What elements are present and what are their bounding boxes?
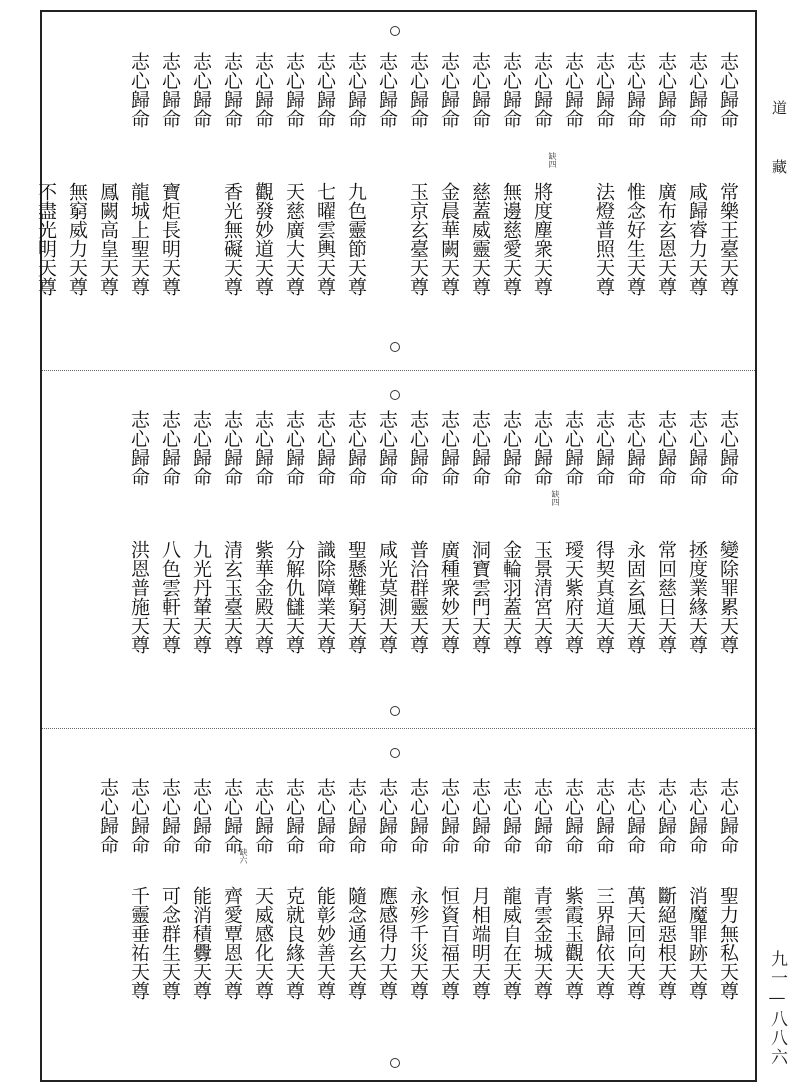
invocation-column: 志心歸命 (531, 778, 553, 854)
circle-mark (390, 26, 400, 36)
deity-title-column (557, 182, 588, 296)
deity-title-column: 金輪羽蓋天尊 (500, 540, 522, 654)
invocation-column: 志心歸命 (252, 410, 274, 486)
title-row (123, 886, 743, 1000)
deity-title-column: 觀發妙道天尊 (252, 182, 274, 296)
invocation-column: 志心歸命 (221, 410, 243, 486)
deity-title-column: 青雲金城天尊 (531, 886, 553, 1000)
invocation-column: 志心歸命 (717, 778, 739, 854)
invocation-column: 志心歸命 (221, 778, 243, 854)
invocation-column: 志心歸命 (376, 778, 398, 854)
invocation-column: 志心歸命 (686, 410, 708, 486)
invocation-column: 志心歸命 (407, 52, 429, 128)
invocation-column: 志心歸命 (500, 410, 522, 486)
invocation-column: 志心歸命 (686, 52, 708, 128)
deity-title-column: 不盡光明天尊 (35, 182, 57, 296)
deity-title-column: 聖懸難窮天尊 (345, 540, 367, 654)
deity-title-column: 克就良緣天尊 (283, 886, 305, 1000)
invocation-column: 志心歸命 (345, 52, 367, 128)
invocation-column: 志心歸命 (283, 410, 305, 486)
collection-label: 道藏 (770, 100, 788, 218)
invocation-column: 志心歸命 (562, 410, 584, 486)
invocation-column: 志心歸命 (438, 52, 460, 128)
deity-title-column: 無邊慈愛天尊 (500, 182, 522, 296)
invocation-column: 志心歸命 (562, 52, 584, 128)
invocation-column: 志心歸命 (655, 778, 677, 854)
invocation-column: 志心歸命 (283, 778, 305, 854)
invocation-column: 志心歸命 (159, 778, 181, 854)
invocation-column: 志心歸命 (500, 778, 522, 854)
deity-title-column: 璦天紫府天尊 (562, 540, 584, 654)
deity-title-column: 法燈普照天尊 (593, 182, 615, 296)
invocation-column: 志心歸命 (593, 778, 615, 854)
deity-title-column: 應感得力天尊 (376, 886, 398, 1000)
deity-title-column: 恒資百福天尊 (438, 886, 460, 1000)
deity-title-column: 八色雲軒天尊 (159, 540, 181, 654)
invocation-column: 志心歸命 (593, 410, 615, 486)
deity-title-column: 能彰妙善天尊 (314, 886, 336, 1000)
deity-title-column: 慈蓋威靈天尊 (469, 182, 491, 296)
circle-mark (390, 342, 400, 352)
text-panel-3 (42, 728, 755, 1082)
deity-title-column: 天慈廣大天尊 (283, 182, 305, 296)
deity-title-column: 齊愛覃恩天尊 (221, 886, 243, 1000)
text-panel-1 (35, 12, 755, 370)
deity-title-column: 咸光莫測天尊 (376, 540, 398, 654)
invocation-column: 志心歸命 (593, 52, 615, 128)
deity-title-column: 廣布玄恩天尊 (655, 182, 677, 296)
deity-title-column: 永殄千災天尊 (407, 886, 429, 1000)
invocation-column: 志心歸命 (283, 52, 305, 128)
deity-title-column: 萬天回向天尊 (624, 886, 646, 1000)
deity-title-column: 龍威自在天尊 (500, 886, 522, 1000)
deity-title-column: 識除障業天尊 (314, 540, 336, 654)
invocation-column: 志心歸命 (345, 410, 367, 486)
text-panel-2 (42, 370, 755, 728)
invocation-column: 志心歸命 (717, 410, 739, 486)
deity-title-column: 變除罪累天尊 (717, 540, 739, 654)
deity-title-column: 咸歸睿力天尊 (686, 182, 708, 296)
invocation-column: 志心歸命 (407, 778, 429, 854)
invocation-column: 志心歸命 (159, 52, 181, 128)
circle-mark (390, 390, 400, 400)
deity-title-column: 九色靈節天尊 (345, 182, 367, 296)
invocation-column: 志心歸命 (128, 778, 150, 854)
collation-marker: 缺四 (551, 490, 560, 506)
invocation-column: 志心歸命 (128, 410, 150, 486)
invocation-column: 志心歸命 (314, 52, 336, 128)
deity-title-column: 紫華金殿天尊 (252, 540, 274, 654)
deity-title-column: 九光丹輦天尊 (190, 540, 212, 654)
deity-title-column: 常樂王臺天尊 (717, 182, 739, 296)
deity-title-column: 天威感化天尊 (252, 886, 274, 1000)
deity-title-column: 洞寶雲門天尊 (469, 540, 491, 654)
deity-title-column: 金晨華闕天尊 (438, 182, 460, 296)
invocation-column: 志心歸命 (190, 778, 212, 854)
invocation-column: 志心歸命 (159, 410, 181, 486)
invocation-row (92, 778, 743, 854)
deity-title-column: 三界歸依天尊 (593, 886, 615, 1000)
invocation-column: 志心歸命 (314, 778, 336, 854)
deity-title-column: 鳳闕高皇天尊 (97, 182, 119, 296)
title-row (123, 540, 743, 654)
invocation-column: 志心歸命 (252, 52, 274, 128)
invocation-column: 志心歸命 (686, 778, 708, 854)
deity-title-column: 永固玄風天尊 (624, 540, 646, 654)
deity-title-column: 七曜雲輿天尊 (314, 182, 336, 296)
deity-title-column: 分解仇讎天尊 (283, 540, 305, 654)
deity-title-column: 可念群生天尊 (159, 886, 181, 1000)
invocation-row (123, 52, 743, 128)
deity-title-column: 將度塵衆天尊 (531, 182, 553, 296)
invocation-column: 志心歸命 (438, 778, 460, 854)
collation-marker: 缺四 (548, 152, 557, 168)
deity-title-column: 寶炬長明天尊 (159, 182, 181, 296)
deity-title-column: 普洽群靈天尊 (407, 540, 429, 654)
invocation-column: 志心歸命 (407, 410, 429, 486)
invocation-column: 志心歸命 (655, 52, 677, 128)
deity-title-column (185, 182, 216, 296)
invocation-column: 志心歸命 (128, 52, 150, 128)
invocation-column: 志心歸命 (97, 778, 119, 854)
deity-title-column: 惟念好生天尊 (624, 182, 646, 296)
invocation-column: 志心歸命 (469, 410, 491, 486)
deity-title-column: 龍城上聖天尊 (128, 182, 150, 296)
invocation-column: 志心歸命 (624, 52, 646, 128)
invocation-column: 志心歸命 (190, 52, 212, 128)
deity-title-column: 無窮威力天尊 (66, 182, 88, 296)
invocation-row (123, 410, 743, 486)
deity-title-column: 紫霞玉觀天尊 (562, 886, 584, 1000)
circle-mark (390, 1058, 400, 1068)
page-frame (35, 10, 757, 1082)
deity-title-column: 消魔罪跡天尊 (686, 886, 708, 1000)
deity-title-column: 能消積釁天尊 (190, 886, 212, 1000)
invocation-column: 志心歸命 (500, 52, 522, 128)
deity-title-column: 隨念通玄天尊 (345, 886, 367, 1000)
deity-title-column: 斷絕惡根天尊 (655, 886, 677, 1000)
invocation-column: 志心歸命 (345, 778, 367, 854)
invocation-column: 志心歸命 (624, 778, 646, 854)
deity-title-column: 廣種衆妙天尊 (438, 540, 460, 654)
invocation-column: 志心歸命 (717, 52, 739, 128)
deity-title-column: 千靈垂祐天尊 (128, 886, 150, 1000)
invocation-column: 志心歸命 (655, 410, 677, 486)
invocation-column: 志心歸命 (469, 52, 491, 128)
collation-marker: 缺六 (239, 848, 248, 864)
invocation-column: 志心歸命 (624, 410, 646, 486)
page-number: 九一—八八六 (767, 950, 787, 1067)
invocation-column: 志心歸命 (252, 778, 274, 854)
deity-title-column: 玉景清宮天尊 (531, 540, 553, 654)
deity-title-column: 洪恩普施天尊 (128, 540, 150, 654)
title-row (30, 182, 743, 296)
deity-title-column: 拯度業緣天尊 (686, 540, 708, 654)
invocation-column: 志心歸命 (376, 52, 398, 128)
deity-title-column: 香光無礙天尊 (221, 182, 243, 296)
deity-title-column: 得契真道天尊 (593, 540, 615, 654)
invocation-column: 志心歸命 (438, 410, 460, 486)
deity-title-column: 常回慈日天尊 (655, 540, 677, 654)
deity-title-column: 玉京玄臺天尊 (407, 182, 429, 296)
deity-title-column: 清玄玉臺天尊 (221, 540, 243, 654)
circle-mark (390, 748, 400, 758)
deity-title-column: 聖力無私天尊 (717, 886, 739, 1000)
circle-mark (390, 706, 400, 716)
invocation-column: 志心歸命 (531, 410, 553, 486)
deity-title-column (371, 182, 402, 296)
invocation-column: 志心歸命 (376, 410, 398, 486)
invocation-column: 志心歸命 (314, 410, 336, 486)
invocation-column: 志心歸命 (531, 52, 553, 128)
invocation-column: 志心歸命 (469, 778, 491, 854)
invocation-column: 志心歸命 (562, 778, 584, 854)
invocation-column: 志心歸命 (221, 52, 243, 128)
invocation-column: 志心歸命 (190, 410, 212, 486)
deity-title-column: 月相端明天尊 (469, 886, 491, 1000)
